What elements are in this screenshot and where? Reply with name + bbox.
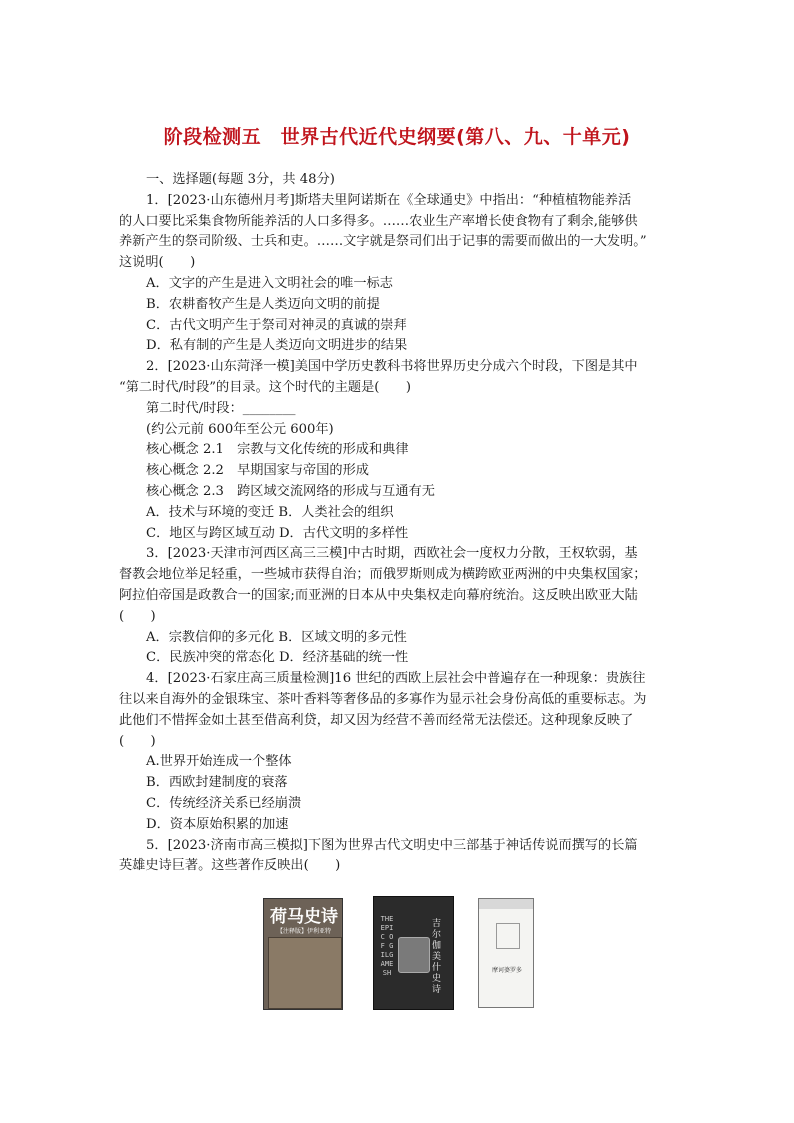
- text-line: 第二时代/时段：________: [146, 400, 296, 416]
- book2-english-title: THE EPIC OF GILGAMESH: [380, 915, 394, 977]
- book-cover-gilgamesh: [373, 896, 454, 1010]
- book3-top-band: [479, 899, 534, 909]
- text-line: C．民族冲突的常态化 D．经济基础的统一性: [146, 650, 409, 666]
- text-line: 4．[2023·石家庄高三质量检测]16 世纪的西欧上层社会中普遍存在一种现象：贵族往: [146, 671, 646, 687]
- page-title: 阶段检测五 世界古代近代史纲要(第八、九、十单元): [163, 126, 631, 148]
- text-line: A．技术与环境的变迁 B．人类社会的组织: [146, 504, 394, 520]
- question-body: [119, 170, 684, 877]
- text-line: 2．[2023·山东菏泽一模]美国中学历史教科书将世界历史分成六个时段，下图是其中: [146, 359, 638, 375]
- text-line: C．地区与跨区域互动 D．古代文明的多样性: [146, 525, 409, 541]
- book-cover-homer: [263, 898, 343, 1010]
- book1-subtitle: 【注释版】伊利亚特: [276, 928, 331, 935]
- text-line: 这说明( ): [119, 255, 196, 271]
- text-line: A.世界开始连成一个整体: [146, 754, 292, 770]
- text-line: A．文字的产生是进入文明社会的唯一标志: [146, 275, 393, 291]
- epic-books-figure: [263, 896, 533, 1011]
- text-line: 核心概念 2.3 跨区域交流网络的形成与互通有无: [146, 483, 435, 499]
- book1-artwork-image: [268, 937, 342, 1009]
- book3-title: 摩诃婆罗多: [491, 967, 522, 974]
- text-line: 往以来自海外的金银珠宝、茶叶香料等奢侈品的多寡作为显示社会身份高低的重要标志。为: [119, 691, 647, 707]
- text-line: D．资本原始积累的加速: [146, 816, 289, 832]
- book-cover-mahabharata: [478, 898, 534, 1008]
- text-line: ( ): [119, 608, 156, 624]
- text-line: 此他们不惜挥金如土甚至借高利贷，却又因为经营不善而经常无法偿还。这种现象反映了: [119, 712, 634, 728]
- text-line: A．宗教信仰的多元化 B．区域文明的多元性: [146, 629, 407, 645]
- text-line: 5．[2023·济南市高三模拟]下图为世界古代文明史中三部基于神话传说而撰写的长篇: [146, 837, 638, 853]
- text-line: 的人口要比采集食物所能养活的人口多得多。……农业生产率增长使食物有了剩余,能够供: [119, 213, 638, 229]
- text-line: 核心概念 2.1 宗教与文化传统的形成和典律: [146, 442, 409, 458]
- text-line: 督教会地位举足轻重，一些城市获得自治；而俄罗斯则成为横跨欧亚两洲的中央集权国家；: [119, 567, 647, 583]
- text-line: C．古代文明产生于祭司对神灵的真诚的崇拜: [146, 317, 407, 333]
- mask-image: [398, 937, 430, 973]
- section-heading: 一、选择题(每题 3分，共 48分): [146, 172, 335, 187]
- text-line: “第二时代/时段”的目录。这个时代的主题是( ): [119, 379, 411, 395]
- text-line: 英雄史诗巨著。这些著作反映出( ): [119, 858, 341, 874]
- text-line: D．私有制的产生是人类迈向文明进步的结果: [146, 338, 408, 354]
- book2-chinese-title: 吉尔伽美什史诗: [432, 919, 442, 995]
- text-line: B．农耕畜牧产生是人类迈向文明的前提: [146, 296, 380, 312]
- text-line: C．传统经济关系已经崩溃: [146, 795, 302, 811]
- text-line: 3．[2023·天津市河西区高三三模]中古时期，西欧社会一度权力分散，王权软弱，基: [146, 546, 638, 562]
- book3-emblem-icon: [496, 923, 520, 949]
- text-line: 养新产生的祭司阶级、士兵和吏。……文字就是祭司们出于记事的需要而做出的一大发明。”: [119, 234, 647, 250]
- text-line: 核心概念 2.2 早期国家与帝国的形成: [146, 463, 369, 479]
- text-line: B．西欧封建制度的衰落: [146, 775, 288, 791]
- book1-title: 荷马史诗: [270, 907, 338, 927]
- text-line: 1．[2023·山东德州月考]斯塔夫里阿诺斯在《全球通史》中指出：“种植植物能养活: [146, 192, 632, 208]
- text-line: (约公元前 600年至公元 600年): [146, 421, 334, 437]
- text-line: 阿拉伯帝国是政教合一的国家;而亚洲的日本从中央集权走向幕府统治。这反映出欧亚大陆: [119, 587, 638, 603]
- text-line: ( ): [119, 733, 156, 749]
